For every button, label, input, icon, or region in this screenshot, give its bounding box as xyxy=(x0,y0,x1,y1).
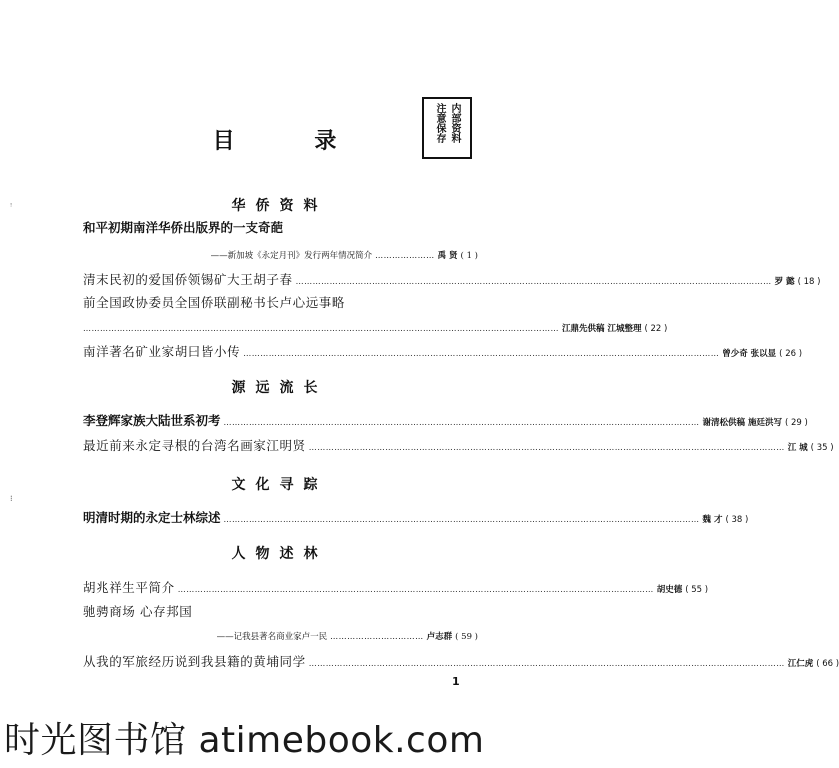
dot-leader: …………………………………………………………………………………………………………………………………………………… xyxy=(295,277,772,286)
section-heading: 华侨资料 xyxy=(231,198,328,214)
entry-author: 江仁虎 xyxy=(787,659,814,669)
dot-leader: ………………… xyxy=(375,251,435,260)
entry-author: 禹 贤 xyxy=(437,251,458,261)
entry-page: ( 66 ) xyxy=(816,659,839,669)
entry-page: ( 38 ) xyxy=(725,515,749,525)
entry-title: 南洋著名矿业家胡曰皆小传 xyxy=(83,344,241,359)
entry-author: 胡史德 xyxy=(656,585,683,595)
entry-page: ( 29 ) xyxy=(784,418,808,428)
entry-author: 罗 懿 xyxy=(774,277,795,287)
entry-title: 和平初期南洋华侨出版界的一支奇葩 xyxy=(83,220,284,235)
margin-mark: ⁝ xyxy=(10,494,13,503)
entry-title: 明清时期的永定士林综述 xyxy=(83,510,221,525)
watermark: 时光图书馆 atimebook.com xyxy=(4,720,485,761)
page-number: 1 xyxy=(452,675,460,688)
toc-entry[interactable] xyxy=(83,602,478,620)
stamp-text-internal: 内部资料 xyxy=(449,103,460,143)
section-heading: 人物述林 xyxy=(231,546,328,562)
entry-page: ( 26 ) xyxy=(779,349,803,359)
dot-leader: …………………………………………………………………………………………………………………………………………………… xyxy=(83,324,559,333)
toc-entry[interactable] xyxy=(83,578,709,596)
entry-author: 卢志群 xyxy=(426,632,453,642)
section-heading: 文化寻踪 xyxy=(231,477,328,493)
entry-page: ( 18 ) xyxy=(797,277,821,287)
dot-leader: …………………………………………………………………………………………………………………………………………………… xyxy=(223,515,700,524)
toc-entry[interactable] xyxy=(83,436,834,454)
toc-entry[interactable] xyxy=(83,342,803,360)
entry-subtitle: ——记我县著名商业家卢一民 xyxy=(216,632,328,642)
entry-title: 驰骋商场 心存邦国 xyxy=(83,604,193,619)
section-heading: 源远流长 xyxy=(231,380,328,396)
toc-entry[interactable] xyxy=(83,218,478,236)
page-title: 目 录 xyxy=(212,129,373,154)
entry-author: 江鼎先供稿 江城整理 xyxy=(562,324,642,334)
dot-leader: …………………………………………………………………………………………………………………………………………………… xyxy=(308,443,785,452)
stamp-text-keep: 注意保存 xyxy=(434,103,445,143)
dot-leader: …………………………………………………………………………………………………………………………………………………… xyxy=(308,659,785,668)
entry-title: 从我的军旅经历说到我县籍的黄埔同学 xyxy=(83,654,306,669)
entry-title: 清末民初的爱国侨领锡矿大王胡子春 xyxy=(83,272,293,287)
dot-leader: …………………………………………………………………………………………………………………………………………………… xyxy=(177,585,654,594)
dot-leader: …………………………………………………………………………………………………………………………………………………… xyxy=(223,418,700,427)
toc-entry[interactable] xyxy=(83,270,821,288)
toc-entry[interactable] xyxy=(83,652,839,670)
entry-page: ( 22 ) xyxy=(644,324,668,334)
entry-title: 前全国政协委员全国侨联副秘书长卢心远事略 xyxy=(83,295,346,310)
toc-entry[interactable] xyxy=(83,411,808,429)
dot-leader: …………………………… xyxy=(330,632,424,641)
entry-author: 曾少奇 张以显 xyxy=(722,349,777,359)
toc-entry[interactable] xyxy=(83,293,478,311)
entry-author: 谢清松供稿 施廷洪写 xyxy=(702,418,782,428)
toc-entry-subtitle[interactable] xyxy=(83,317,668,335)
entry-subtitle: ——新加坡《永定月刊》发行两年情况简介 xyxy=(210,251,373,261)
entry-title: 最近前来永定寻根的台湾名画家江明贤 xyxy=(83,438,306,453)
entry-page: ( 35 ) xyxy=(810,443,834,453)
toc-entry-subtitle[interactable] xyxy=(0,246,478,262)
entry-title: 李登辉家族大陆世系初考 xyxy=(83,413,221,428)
entry-author: 魏 才 xyxy=(702,515,723,525)
entry-page: ( 1 ) xyxy=(460,251,478,261)
entry-page: ( 55 ) xyxy=(685,585,709,595)
toc-entry-subtitle[interactable] xyxy=(0,627,478,643)
dot-leader: …………………………………………………………………………………………………………………………………………………… xyxy=(243,349,720,358)
entry-page: ( 59 ) xyxy=(455,632,478,642)
toc-entry[interactable] xyxy=(83,508,749,526)
margin-mark: ꜝ xyxy=(10,202,13,211)
entry-author: 江 城 xyxy=(787,443,808,453)
entry-title: 胡兆祥生平简介 xyxy=(83,580,175,595)
